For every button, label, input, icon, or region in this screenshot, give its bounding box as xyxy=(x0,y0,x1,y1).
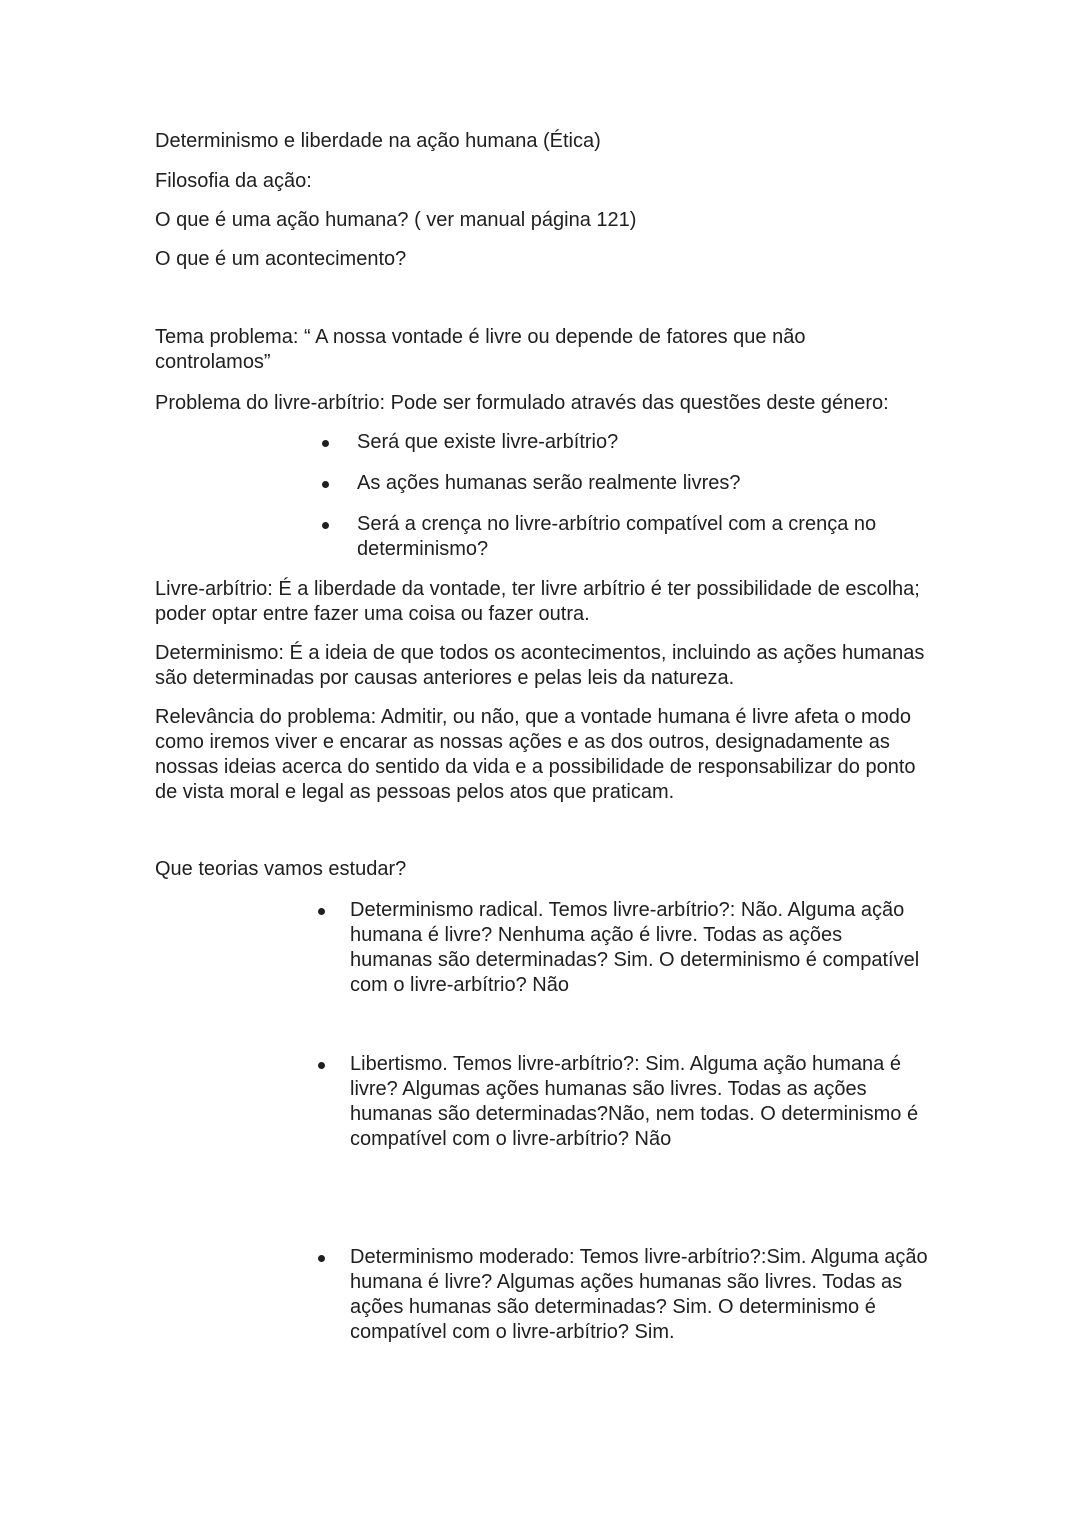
bullet-icon xyxy=(322,481,329,488)
tema-problema: Tema problema: “ A nossa vontade é livre ou depende de fatores que não controlamos” xyxy=(155,326,806,373)
teoria-libertismo: Libertismo. Temos livre-arbítrio?: Sim. Alguma ação humana é livre? Algumas ações humanas são livres. Todas as ações humanas são determinadas?Não, nem todas. O determinismo é compatível com o livre-arbítrio? Não xyxy=(350,1053,919,1150)
teoria-determinismo-radical: Determinismo radical. Temos livre-arbítrio?: Não. Alguma ação humana é livre? Nenhuma ação é livre. Todas as ações humanas são determinadas? Sim. O determinismo é compatível com o livre-arbítrio? Não xyxy=(350,899,920,996)
question-acao-humana: O que é uma ação humana? ( ver manual página 121) xyxy=(155,209,637,231)
problema-question-text: As ações humanas serão realmente livres? xyxy=(357,472,741,494)
problema-intro: Problema do livre-arbítrio: Pode ser formulado através das questões deste género: xyxy=(155,392,889,414)
bullet-icon xyxy=(322,522,329,529)
problema-question-text: Será que existe livre-arbítrio? xyxy=(357,431,619,453)
teorias-heading: Que teorias vamos estudar? xyxy=(155,858,407,880)
bullet-icon xyxy=(318,1062,325,1069)
livre-arbitrio-definition: Livre-arbítrio: É a liberdade da vontade, ter livre arbítrio é ter possibilidade de escolha; poder optar entre fazer uma coisa ou fazer outra. xyxy=(155,578,920,625)
relevancia-paragraph: Relevância do problema: Admitir, ou não, que a vontade humana é livre afeta o modo como iremos viver e encarar as nossas ações e as dos outros, designadamente as nossas ideias acerca do sentido da vida e a possibilidade de responsabilizar do ponto de vista moral e legal as pessoas pelos atos que praticam. xyxy=(155,706,916,803)
teoria-determinismo-moderado: Determinismo moderado: Temos livre-arbítrio?:Sim. Alguma ação humana é livre? Algumas ações humanas são livres. Todas as ações humanas são determinadas? Sim. O determinismo é compatível com o livre-arbítrio? Sim. xyxy=(350,1246,928,1343)
bullet-icon xyxy=(318,1255,325,1262)
bullet-icon xyxy=(318,908,325,915)
question-acontecimento: O que é um acontecimento? xyxy=(155,248,407,270)
document-title: Determinismo e liberdade na ação humana (Ética) xyxy=(155,130,601,152)
determinismo-definition: Determinismo: É a ideia de que todos os acontecimentos, incluindo as ações humanas são determinadas por causas anteriores e pelas leis da natureza. xyxy=(155,642,925,689)
problema-question-text: Será a crença no livre-arbítrio compatível com a crença no determinismo? xyxy=(357,513,877,560)
section-label: Filosofia da ação: xyxy=(155,170,312,192)
bullet-icon xyxy=(322,440,329,447)
